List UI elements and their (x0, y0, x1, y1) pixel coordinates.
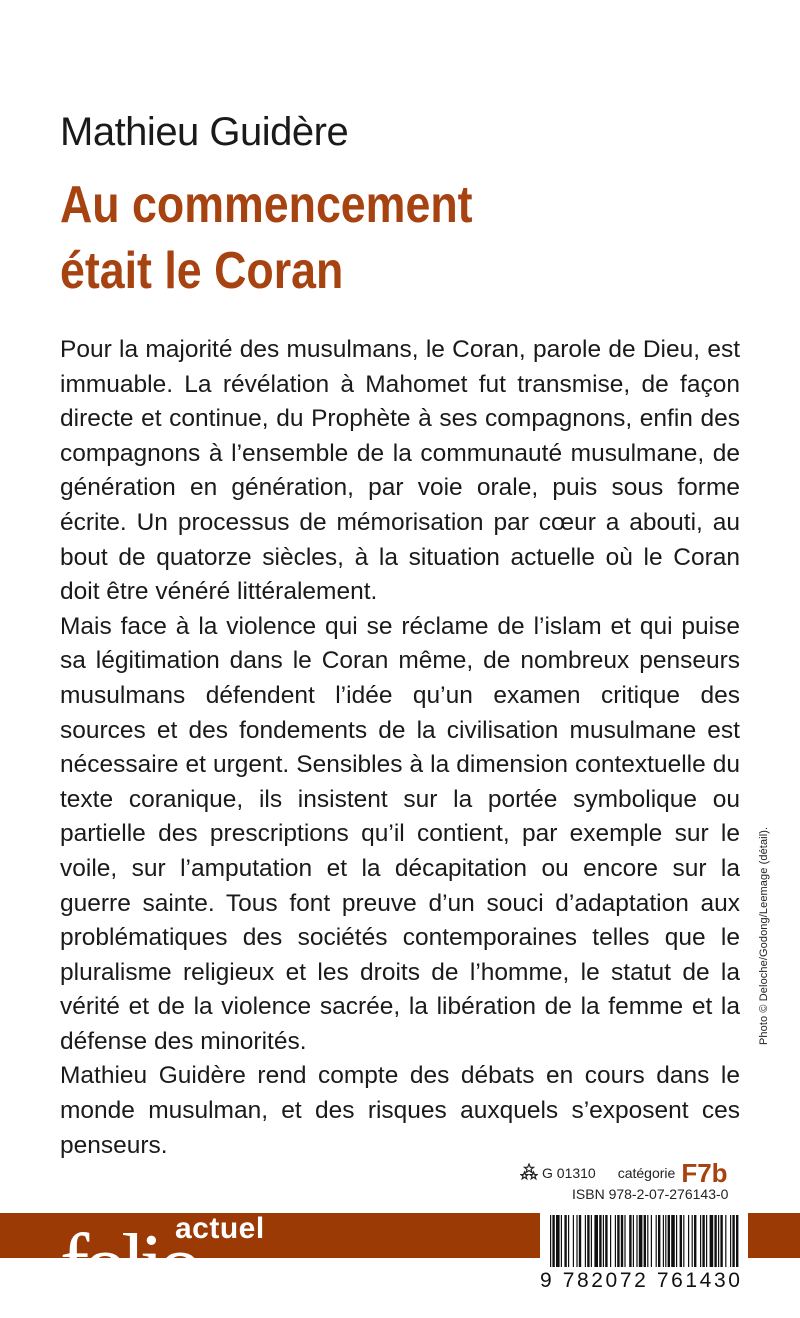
barcode-bar (568, 1215, 569, 1267)
barcode-bar (706, 1215, 707, 1267)
barcode-bar (585, 1215, 586, 1267)
blurb-paragraph-3: Mathieu Guidère rend compte des débats en cours dans le monde musulman, et des risques auxquels s’exposent ces penseurs. (60, 1062, 740, 1159)
barcode-bar (725, 1215, 726, 1267)
barcode-bar (629, 1215, 631, 1267)
book-title (60, 172, 473, 304)
barcode-bar (552, 1215, 554, 1267)
barcode (540, 1211, 748, 1297)
barcode-bar (651, 1215, 652, 1267)
collection-name: actuel (175, 1212, 265, 1245)
barcode-bar (732, 1215, 734, 1267)
barcode-bar (710, 1215, 714, 1267)
barcode-bar (668, 1215, 670, 1267)
photo-credit: Photo © Deloche/Godong/Leemage (détail). (758, 826, 770, 1045)
barcode-bar (665, 1215, 666, 1267)
gallimard-stars-icon (520, 1163, 538, 1181)
imprint-logo: folio (60, 1217, 197, 1314)
barcode-bar (579, 1215, 581, 1267)
code-line (520, 1158, 728, 1189)
barcode-bar (576, 1215, 577, 1267)
author-name: Mathieu Guidère (60, 110, 349, 154)
barcode-bar (671, 1215, 675, 1267)
isbn: ISBN 978-2-07-276143-0 (572, 1186, 729, 1202)
title-line-1: Au commencement (60, 176, 473, 234)
barcode-bar (599, 1215, 601, 1267)
barcode-bars (544, 1215, 744, 1271)
barcode-bar (656, 1215, 657, 1267)
barcode-bar (730, 1215, 731, 1267)
barcode-bar (561, 1215, 562, 1267)
barcode-bar (591, 1215, 592, 1267)
barcode-bar (700, 1215, 701, 1267)
category-label: catégorie (617, 1165, 676, 1181)
barcode-bar (550, 1215, 551, 1267)
barcode-bar (736, 1215, 738, 1267)
barcode-bar (617, 1215, 619, 1267)
barcode-bar (603, 1215, 604, 1267)
barcode-bar (658, 1215, 660, 1267)
barcode-bar (720, 1215, 722, 1267)
barcode-bar (688, 1215, 689, 1267)
barcode-bar (644, 1215, 646, 1267)
barcode-bar (594, 1215, 598, 1267)
barcode-bar (621, 1215, 623, 1267)
barcode-bar (564, 1215, 566, 1267)
barcode-bar (718, 1215, 719, 1267)
barcode-bar (624, 1215, 625, 1267)
barcode-bar (680, 1215, 682, 1267)
barcode-bar (573, 1215, 574, 1267)
barcode-bar (683, 1215, 684, 1267)
blurb-paragraph-2: Mais face à la violence qui se réclame de l’islam et qui puise sa légitimation dans le Coran même, de nombreux penseurs musulmans défendent l’idée qu’un examen critique des sources et des fondements de la civilisation musulmane est nécessaire et urgent. Sensibles à la dimension contextuelle du texte coranique, ils insistent sur la portée symbolique ou partielle des prescriptions qu’il contient, par exemple sur le voile, sur l’amputation et la décapitation ou encore sur la guerre sainte. Tous font preuve d’un souci d’adaptation aux problématiques des sociétés contemporaines telles que le pluralisme religieux et les droits de l’homme, le statut de la vérité et de la violence sacrée, la libération de la femme et la défense des minorités. (60, 612, 740, 1055)
barcode-bar (587, 1215, 589, 1267)
barcode-bar (636, 1215, 637, 1267)
barcode-bar (639, 1215, 643, 1267)
barcode-bar (692, 1215, 693, 1267)
title-line-2: était le Coran (60, 242, 344, 300)
barcode-bar (663, 1215, 664, 1267)
barcode-bar (610, 1215, 611, 1267)
barcode-bar (605, 1215, 607, 1267)
barcode-bar (702, 1215, 704, 1267)
barcode-bar (714, 1215, 716, 1267)
barcode-bar (615, 1215, 616, 1267)
publisher-code: G 01310 (542, 1165, 596, 1181)
blurb-paragraph-1: Pour la majorité des musulmans, le Coran, parole de Dieu, est immuable. La révélation à Mahomet fut transmise, de façon directe et continue, du Prophète à ses compagnons, enfin des compagnons à l’ensemble de la communauté musulmane, de génération en génération, par voie orale, puis sous forme écrite. Un processus de mémorisation par cœur a abouti, au bout de quatorze siècles, à la situation actuelle où le Coran doit être vénéré littéralement. (60, 336, 740, 606)
category-value: F7b (681, 1158, 728, 1188)
barcode-digits: 9 782072 761430 (540, 1269, 743, 1292)
barcode-bar (676, 1215, 677, 1267)
barcode-bar (647, 1215, 648, 1267)
barcode-bar (556, 1215, 560, 1267)
back-cover-blurb (60, 333, 740, 1163)
catalog-codes (520, 1150, 742, 1210)
barcode-bar (694, 1215, 696, 1267)
barcode-bar (633, 1215, 634, 1267)
